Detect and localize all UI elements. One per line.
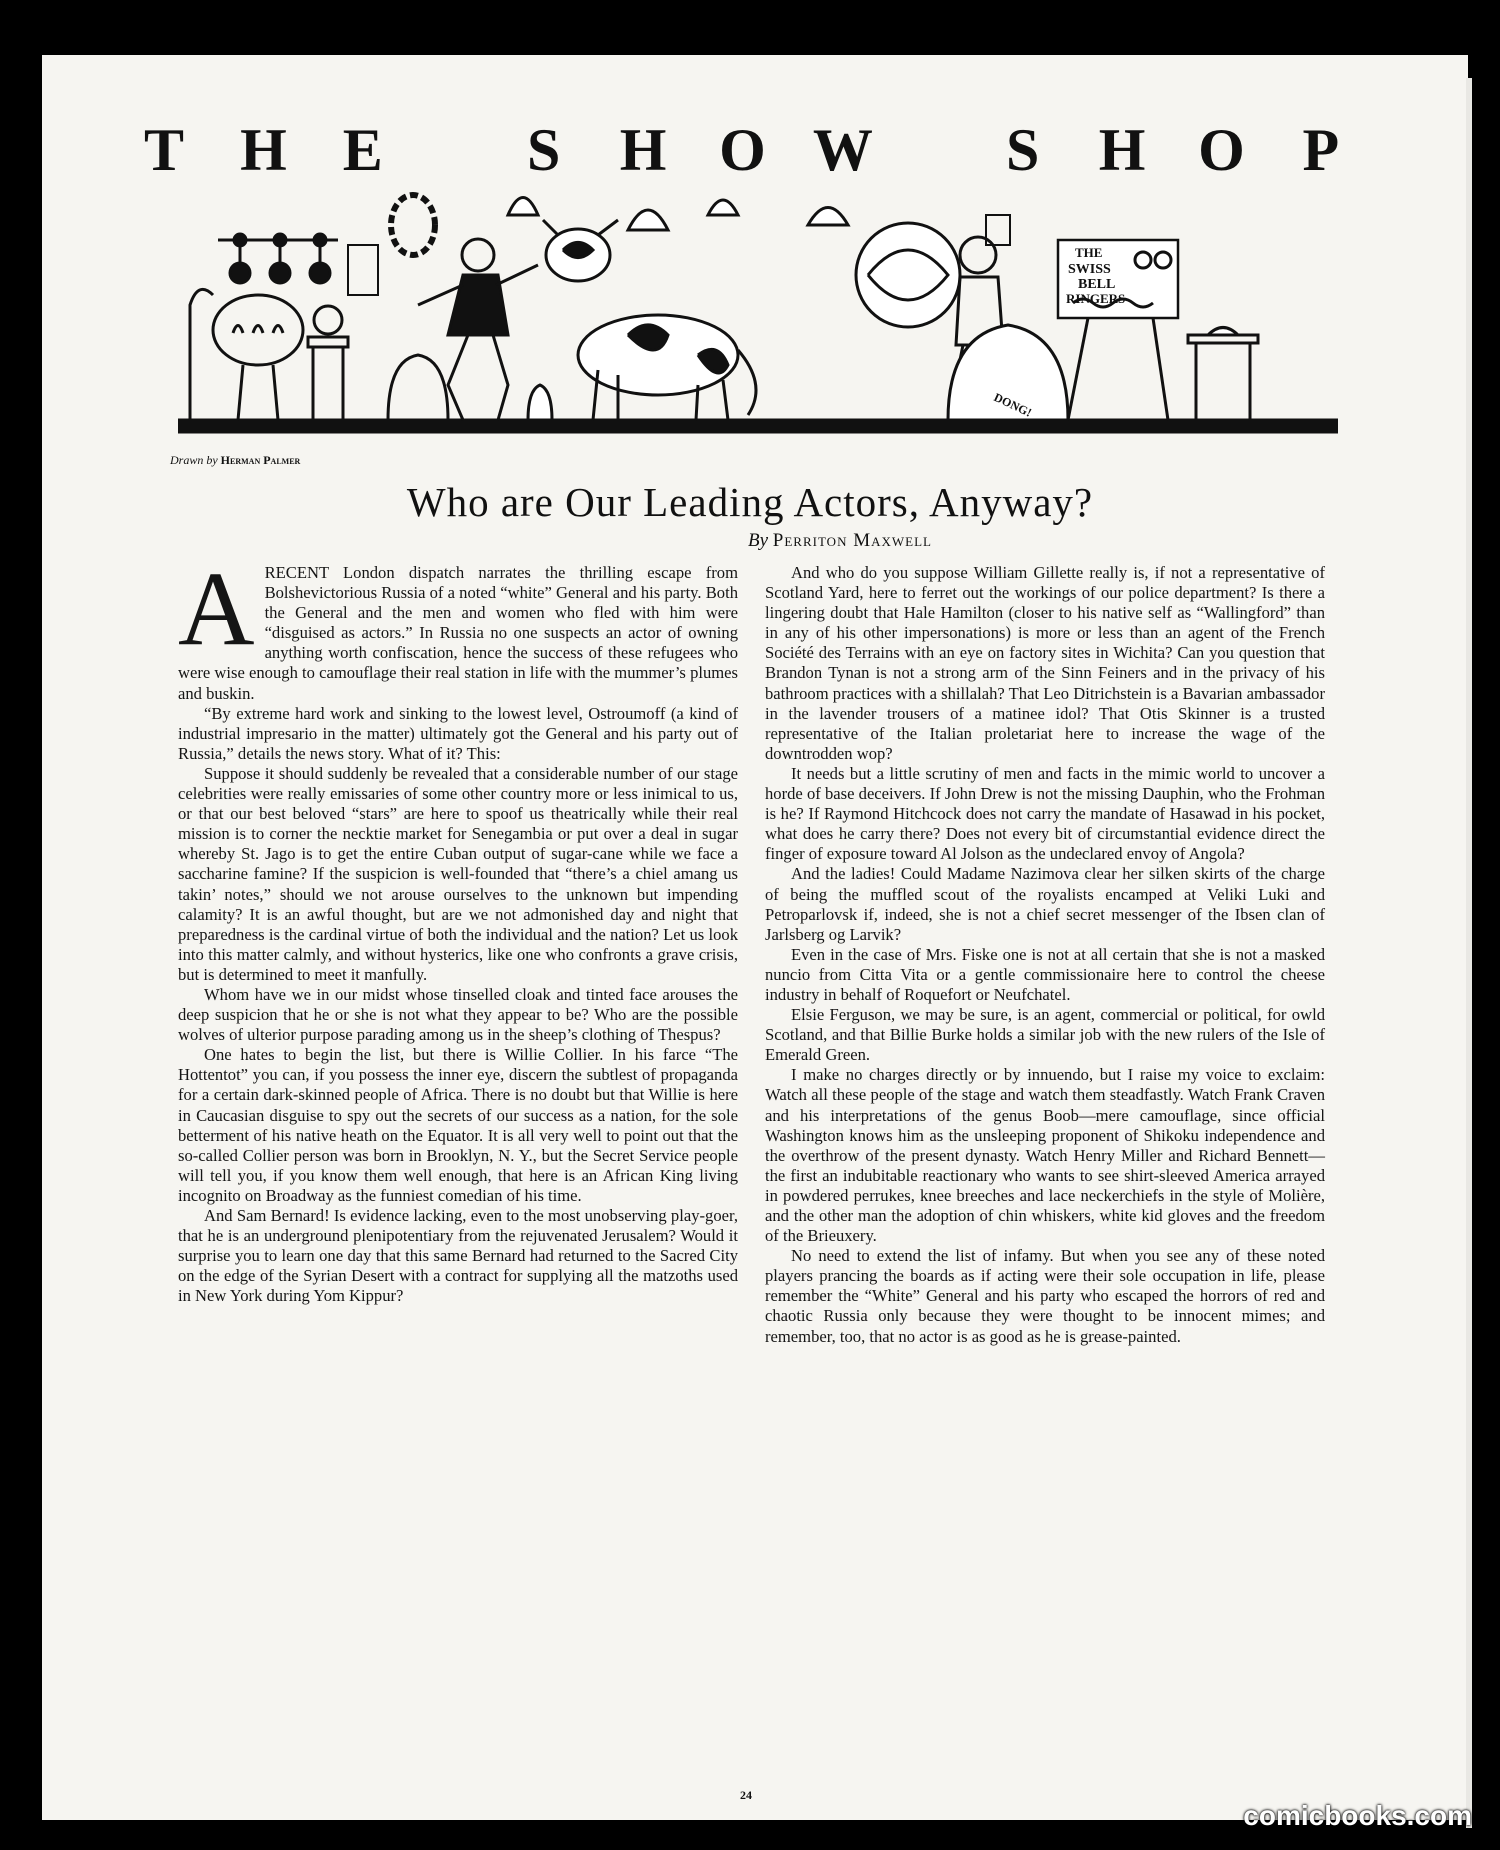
banner-letter: W [812,116,873,183]
paragraph-text: RECENT London dispatch narrates the thrilling escape from Bolshevictorious Russia of a noted “white” General and his party. Both the General and the men and women who fled with him were “disguised as actors.” In Russia no one suspects an actor of owning anything worth confiscation, hence the success of these refugees who were wise enough to camouflage their real station in life with the mummer’s plumes and buskin. [178,563,738,703]
header-illustration [178,185,1338,455]
section-banner [135,116,1350,183]
sign-line-2: SWISS [1068,262,1111,277]
page-number: 24 [740,1788,752,1802]
paragraph: It needs but a little scrutiny of men and facts in the mimic world to uncover a horde of base deceivers. If John Drew is not the missing Dauphin, who the Frohman is he? If Raymond Hitchcock does not carry the mandate of Hasawad in his pocket, what does he carry there? Does not every bit of circumstantial evidence direct the finger of exposure toward Al Jolson as the undeclared envoy of Angola? [765,763,1325,864]
author-name: Perriton Maxwell [772,530,932,551]
dong-label: DONG! [991,390,1034,420]
paragraph: “By extreme hard work and sinking to the lowest level, Ostroumoff (a kind of industrial impresario in the matter) ultimately got the General and his party out of Russia,” details the news story. What of it? This: [178,703,738,763]
banner-letter: H [1098,116,1146,183]
sign-line-3: BELL [1078,277,1116,292]
banner-letter: E [342,116,383,183]
banner-letter: H [619,116,667,183]
banner-letter: T [143,116,185,183]
left-column [178,550,738,1306]
paragraph: No need to extend the list of infamy. But when you see any of these noted players prancing the boards as if acting were their sole occupation in life, please remember the “White” General and his party who escaped the horrors of red and chaotic Russia only because they were thought to be innocent mimes; and remember, too, that no actor is as good as he is grease-painted. [765,1246,1325,1346]
paragraph: Suppose it should suddenly be revealed that a considerable number of our stage celebrities were really emissaries of some other country more or less inimical to us, or that our best beloved “stars” are here to spoof us theatrically while their real mission is to corner the necktie market for Senegambia or put over a deal in sugar whereby St. Jago is to get the entire Cuban output of sugar-cane while we face a saccharine famine? If the suspicion is well-founded that “there’s a chiel amang us takin’ notes,” should we not arouse ourselves to the unknown but impending calamity? It is an awful thought, but are we not admonished day and night that preparedness is the cardinal virtue of both the individual and the nation? Let us look into this matter calmly, and without hysterics, like one who confronts a grave crisis, but is determined to meet it manfully. [178,763,738,984]
paragraph: I make no charges directly or by innuendo, but I raise my voice to exclaim: Watch all these people of the stage and watch them steadfastly. Watch Frank Craven and his interpretations of the genus Boob—mere camouflage, since official Washington knows him as the unsleeping proponent of Shikoku independence and the overthrow of the present dynasty. Watch Henry Miller and Richard Bennett—the first an indubitable reactionary who wants to see shirt-sleeved America arrayed in powdered perrukes, knee breeches and lace neckerchiefs in the style of Molière, and the other man the adoption of chin whiskers, white kid gloves and the freedom of the Brieuxery. [765,1065,1325,1246]
paragraph: Elsie Ferguson, we may be sure, is an agent, commercial or political, for owld Scotland, and that Billie Burke holds a similar job with the new rulers of the Isle of Emerald Green. [765,1005,1325,1065]
sign-line-1: THE [1075,245,1103,260]
paragraph: And who do you suppose William Gillette really is, if not a representative of Scotland Yard, here to ferret out the workings of our police department? Is there a lingering doubt that Hale Hamilton (closer to his native self as “Wallingford” than in any of his other impersonations) is more or less than an agent of the French Société des Terrains with an eye on factory sites in Wichita? Can you question that Brandon Tynan is not a strong arm of the Sinn Feiners and in the privacy of his bathroom practices with a shillalah? That Leo Ditrichstein is a Bavarian ambassador in the lavender trousers of a matinee idol? That Otis Skinner is a trusted representative of the Italian proletariat here to increase the wage of the downtrodden wop? [765,563,1325,763]
banner-letter: S [1005,116,1040,183]
banner-letter: H [240,116,287,183]
credit-artist: Herman Palmer [220,453,301,467]
banner-letter: P [1302,116,1340,183]
banner-letter: O [719,116,766,183]
banner-letter: S [526,116,561,183]
drop-cap: A [178,550,255,667]
watermark: comicbooks.com [1243,1800,1472,1831]
paragraph [178,550,738,704]
illustration-credit [170,453,300,468]
byline-prefix: By [748,530,769,551]
paragraph: And Sam Bernard! Is evidence lacking, even to the most unobserving play-goer, that he is an underground plenipotentiary from the rejuvenated Jerusalem? Would it surprise you to learn one day that this same Bernard had returned to the Sacred City on the edge of the Syrian Desert with a contract for supplying all the matzoths used in New York during Yom Kippur? [178,1206,738,1306]
right-column [765,563,1325,1347]
byline [170,530,1330,552]
paragraph: And the ladies! Could Madame Nazimova clear her silken skirts of the charge of being the muffled scout of the royalists encamped at Veliki Luki and Petroparlovsk if, indeed, she is not a chief secret messenger of the Ibsen clan of Jarlsberg og Larvik? [765,864,1325,944]
sign-line-4: RINGERS [1066,291,1126,306]
paragraph: One hates to begin the list, but there is Willie Collier. In his farce “The Hottentot” you can, if you possess the inner eye, discern the subtlest of propaganda for a certain dark-skinned people of Africa. There is no doubt but that Willie is here in Caucasian disguise to spy out the secrets of our success as a nation, for the sole betterment of his native heath on the Equator. It is all very well to point out that the so-called Collier person was born in Brooklyn, N. Y., but the Secret Service people will tell you, if you know them well enough, that here is an African King living incognito on Broadway as the funniest comedian of his time. [178,1045,738,1205]
facing-page-edge [1466,78,1472,1828]
credit-prefix: Drawn by [170,453,218,467]
article-title: Who are Our Leading Actors, Anyway? [406,479,1094,525]
paragraph: Even in the case of Mrs. Fiske one is not at all certain that she is not a masked nuncio from Citta Vita or a gentle commissionaire here to control the cheese industry in behalf of Roquefort or Neufchatel. [765,944,1325,1004]
banner-letter: O [1198,116,1245,183]
paragraph: Whom have we in our midst whose tinselled cloak and tinted face arouses the deep suspicion that he or she is not what they appear to be? Who are the possible wolves of ulterior purpose parading among us in the sheep’s clothing of Thespus? [178,984,738,1045]
